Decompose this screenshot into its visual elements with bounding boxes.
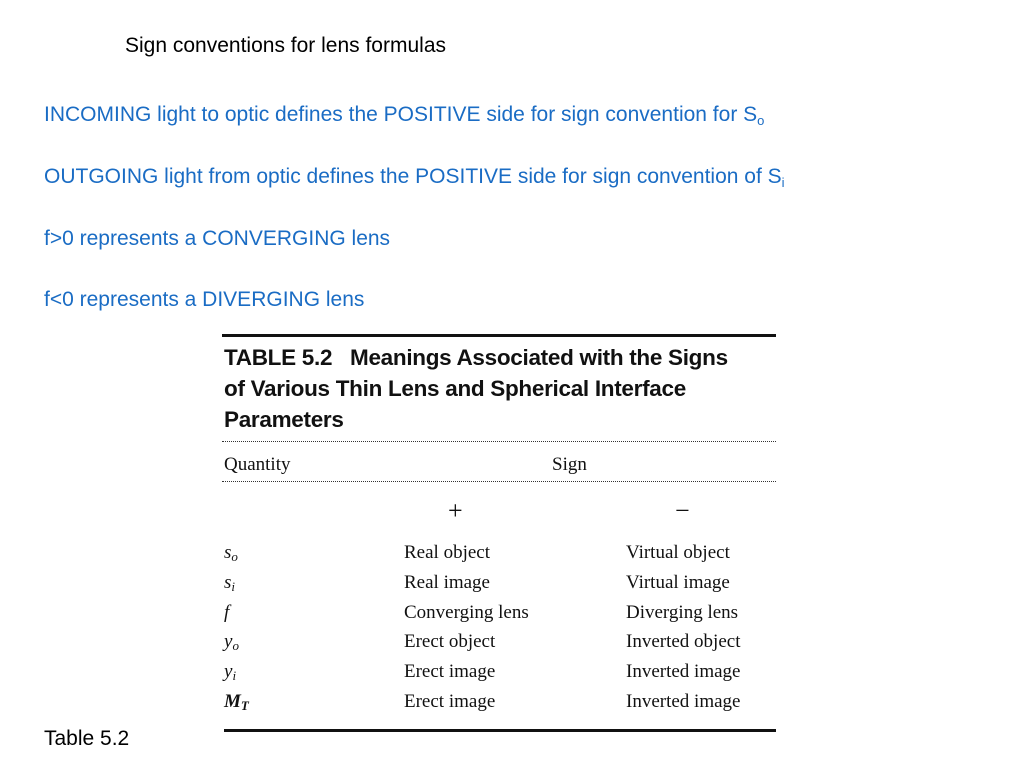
table-row (222, 631, 776, 661)
quantity-symbol: s (224, 571, 232, 593)
table-row (222, 602, 776, 632)
quantity-symbol: s (224, 542, 232, 563)
table-title-line: of Various Thin Lens and Spherical Interface (224, 376, 686, 401)
bullet-text: OUTGOING light from optic defines the POSITIVE side for sign convention of S (44, 165, 782, 188)
negative-meaning-cell: Inverted image (626, 661, 741, 683)
quantity-subscript: i (232, 668, 237, 684)
header-quantity: Quantity (224, 454, 291, 475)
quantity-cell (224, 542, 238, 565)
positive-meaning-cell: Real image (404, 571, 490, 593)
negative-meaning-cell: Virtual object (626, 542, 730, 563)
bullet-text: INCOMING light to optic defines the POSITIVE side for sign convention for S (44, 103, 758, 126)
quantity-subscript: T (240, 697, 249, 713)
quantity-subscript: i (231, 578, 236, 594)
bullet-subscript: o (757, 113, 765, 128)
positive-meaning-cell: Erect image (404, 690, 496, 712)
quantity-symbol: y (224, 631, 233, 653)
negative-meaning-cell: Inverted object (626, 631, 741, 653)
quantity-symbol: f (224, 601, 230, 623)
table-title-line: TABLE 5.2 Meanings Associated with the Signs (224, 345, 728, 370)
table-row (222, 572, 776, 602)
negative-meaning-cell: Inverted image (626, 690, 741, 712)
table-dotted-rule (222, 481, 776, 482)
bullet-converging (44, 227, 390, 251)
quantity-cell (224, 631, 239, 654)
header-sign: Sign (552, 454, 587, 475)
plus-sign-header: + (448, 496, 463, 525)
table-title (224, 342, 774, 435)
quantity-cell (224, 572, 235, 595)
quantity-cell (224, 661, 236, 684)
sign-convention-table (222, 334, 776, 736)
quantity-cell (224, 691, 249, 714)
bullet-outgoing-light (44, 165, 785, 190)
negative-meaning-cell: Virtual image (626, 571, 730, 593)
table-row (222, 542, 776, 572)
minus-sign-header: − (675, 496, 690, 525)
quantity-subscript: o (232, 638, 239, 654)
table-row (222, 661, 776, 691)
table-caption: Table 5.2 (44, 727, 130, 750)
table-dotted-rule (222, 441, 776, 442)
positive-meaning-cell: Erect image (404, 661, 496, 683)
bullet-text: f<0 represents a DIVERGING lens (44, 288, 365, 311)
quantity-cell (224, 602, 229, 624)
quantity-symbol: y (224, 661, 233, 683)
negative-meaning-cell: Diverging lens (626, 601, 739, 623)
bullet-diverging (44, 288, 364, 312)
positive-meaning-cell: Erect object (404, 631, 496, 653)
table-bottom-rule (224, 729, 776, 732)
positive-meaning-cell: Real object (404, 542, 490, 563)
quantity-subscript: o (231, 549, 238, 564)
table-title-line: Parameters (224, 407, 344, 432)
slide-title: Sign conventions for lens formulas (125, 34, 446, 57)
bullet-subscript: i (781, 175, 785, 190)
quantity-symbol: M (224, 690, 241, 712)
table-top-rule (222, 334, 776, 337)
bullet-incoming-light (44, 103, 764, 128)
table-row (222, 691, 776, 721)
table-body (222, 542, 776, 721)
positive-meaning-cell: Converging lens (404, 601, 529, 623)
bullet-text: f>0 represents a CONVERGING lens (44, 227, 391, 250)
